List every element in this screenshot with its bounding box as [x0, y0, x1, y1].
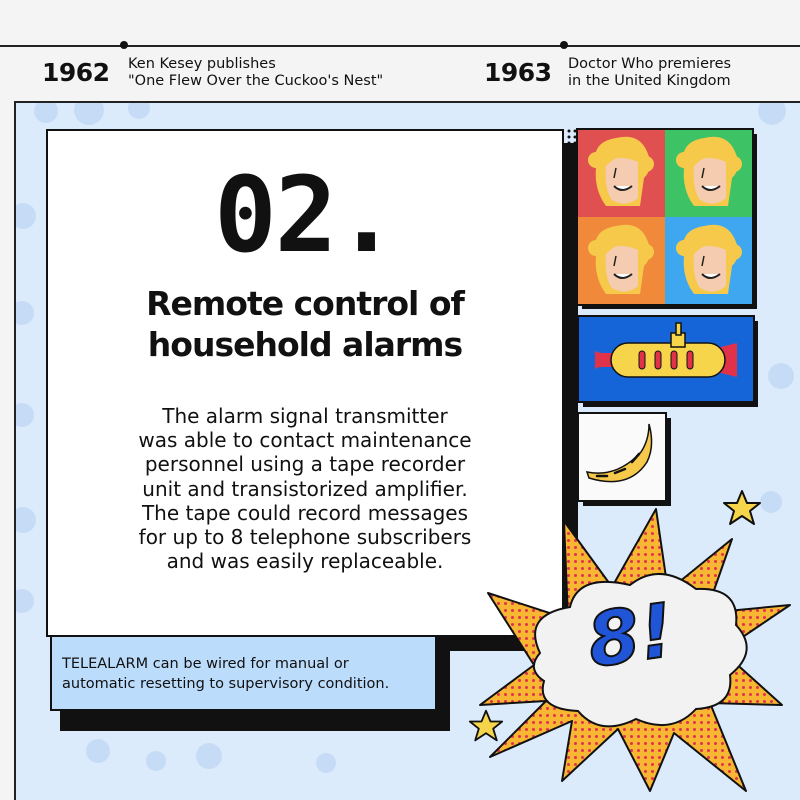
timeline-dot-1962: [120, 41, 128, 49]
timeline-dot-1963: [560, 41, 568, 49]
bg-bubble: [86, 739, 110, 763]
event-1962-line1: Ken Kesey publishes: [128, 56, 276, 72]
bg-bubble: [768, 363, 794, 389]
note-line1: TELEALARM can be wired for manual or: [62, 656, 349, 672]
body-line: The alarm signal transmitter: [162, 404, 448, 428]
bg-bubble: [14, 589, 34, 613]
star-icon: [468, 708, 504, 744]
body-line: was able to contact maintenance: [138, 428, 472, 453]
event-1962-line2: "One Flew Over the Cuckoo's Nest": [128, 73, 384, 89]
card-title: [46, 283, 564, 365]
bg-bubble: [316, 753, 336, 773]
bg-bubble: [14, 301, 34, 325]
star-icon: [722, 488, 762, 528]
body-line: for up to 8 telephone subscribers: [138, 525, 472, 550]
card-title-line1: Remote control of: [146, 284, 464, 323]
pop-art-portrait-grid-icon: [576, 128, 754, 306]
bg-bubble: [74, 101, 104, 125]
body-line: and was easily replaceable.: [166, 549, 444, 574]
bg-bubble: [146, 751, 166, 771]
burst-label: 8!: [582, 587, 679, 685]
body-line: The tape could record messages: [141, 500, 469, 525]
timeline-year-1963: 1963: [484, 58, 552, 87]
card-title-line2: household alarms: [147, 325, 463, 364]
yellow-submarine-icon: [577, 315, 755, 403]
body-line: personnel using a tape recorder: [144, 452, 466, 477]
body-line: unit and transistorized amplifier.: [142, 476, 468, 501]
note-line2: automatic resetting to supervisory condition.: [62, 676, 390, 692]
note-text: [62, 654, 442, 694]
section-number: 02.: [214, 154, 396, 276]
bg-bubble: [128, 101, 150, 119]
event-1963-line1: Doctor Who premieres: [568, 56, 732, 72]
timeline-event-1963: [568, 56, 731, 90]
bg-bubble: [196, 743, 222, 769]
bg-bubble: [14, 403, 34, 427]
bg-bubble: [758, 101, 786, 125]
banana-icon: [577, 412, 667, 502]
timeline-year-1962: 1962: [42, 58, 110, 87]
timeline-event-1962: [128, 56, 383, 90]
event-1963-line2: in the United Kingdom: [568, 73, 731, 89]
bg-bubble: [34, 101, 58, 123]
bg-bubble: [14, 507, 36, 533]
